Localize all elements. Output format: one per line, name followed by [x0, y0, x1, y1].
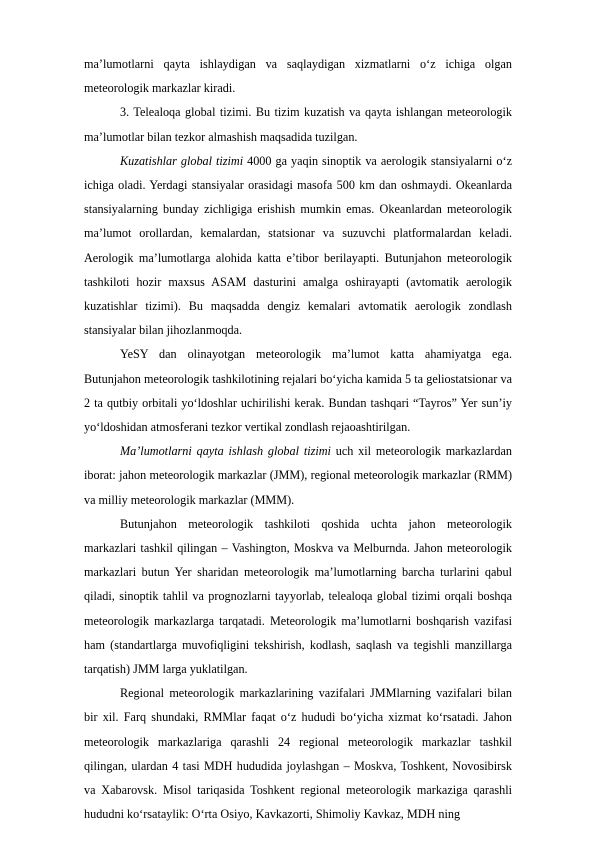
paragraph-2: [84, 100, 512, 148]
paragraph-4: [84, 342, 512, 439]
paragraph-5-text: uch xil meteorologik markazlardan iborat: jahon meteorologik markazlar (JMM), regional meteorologik markazlar (RMM) va milliy meteorologik markazlar (MMM).: [84, 444, 513, 507]
document-page: [84, 52, 512, 827]
paragraph-7-text: Regional meteorologik markazlarining vazifalari JMMlarning vazifalari bilan bir xil. Farq shundaki, RMMlar faqat o‘z hududi bo‘yicha xizmat ko‘rsatadi. Jahon meteorologik markazlariga qarashli 24 regional meteorologik markazlar tashkil qilingan, ulardan 4 tasi MDH hududida joylashgan – Moskva, Toshkent, Novosibirsk va Xabarovsk. Misol tariqasida Toshkent regional meteorologik markaziga qarashli hududni ko‘rsataylik: O‘rta Osiyo, Kavkazorti, Shimoliy Kavkaz, MDH ning: [84, 686, 512, 822]
paragraph-3-text: 4000 ga yaqin sinoptik va aerologik stansiyalarni o‘z ichiga oladi. Yerdagi stansiyalar orasidagi masofa 500 km dan oshmaydi. Okeanlarda stansiyalarning bunday zichligiga erishish mumkin emas. Okeanlardan meteorologik ma’lumot orollardan, kemalardan, statsionar va suzuvchi platformalardan keladi. Aerologik ma’lumotlarga alohida katta e’tibor berilayapti. Butunjahon meteorologik tashkiloti hozir maxsus ASAM dasturini amalga oshirayapti (avtomatik aerologik kuzatishlar tizimi). Bu maqsadda dengiz kemalari avtomatik aerologik zondlash stansiyalar bilan jihozlanmoqda.: [84, 153, 512, 338]
paragraph-4-text: YeSY dan olinayotgan meteorologik ma’lumot katta ahamiyatga ega. Butunjahon meteorologik tashkilotining rejalari bo‘yicha kamida 5 ta geliostatsionar va 2 ta qutbiy orbitali yo‘ldoshlar uchirilishi kerak. Bundan tashqari “Tayros” Yer sun’iy yo‘ldoshidan atmosferani tezkor vertikal zondlash rejaoashtirilgan.: [84, 347, 512, 435]
paragraph-1: [84, 52, 512, 100]
paragraph-3: [84, 149, 512, 343]
paragraph-1-text: ma’lumotlarni qayta ishlaydigan va saqlaydigan xizmatlarni o‘z ichiga olgan meteorologik markazlar kiradi.: [84, 57, 512, 96]
paragraph-3-italic-term: Kuzatishlar global tizimi: [120, 153, 244, 168]
paragraph-7: [84, 681, 512, 826]
paragraph-5-italic-term: Ma’lumotlarni qayta ishlash global tizimi: [120, 444, 331, 459]
paragraph-2-text: 3. Telealoqa global tizimi. Bu tizim kuzatish va qayta ishlangan meteorologik ma’lumotlar bilan tezkor almashish maqsadida tuzilgan.: [84, 105, 512, 144]
paragraph-6: [84, 512, 512, 681]
paragraph-6-text: Butunjahon meteorologik tashkiloti qoshida uchta jahon meteorologik markazlari tashkil qilingan – Vashington, Moskva va Melburnda. Jahon meteorologik markazlari butun Yer sharidan meteorologik ma’lumotlarning barcha turlarini qabul qiladi, sinoptik tahlil va prognozlarni tayyorlab, telealoqa global tizimi orqali boshqa meteorologik markazlarga tarqatadi. Meteorologik ma’lumotlarni boshqarish vazifasi ham (standartlarga muvofiqligini tekshirish, kodlash, saqlash va tegishli manzillarga tarqatish) JMM larga yuklatilgan.: [84, 516, 512, 677]
paragraph-5: [84, 439, 512, 512]
